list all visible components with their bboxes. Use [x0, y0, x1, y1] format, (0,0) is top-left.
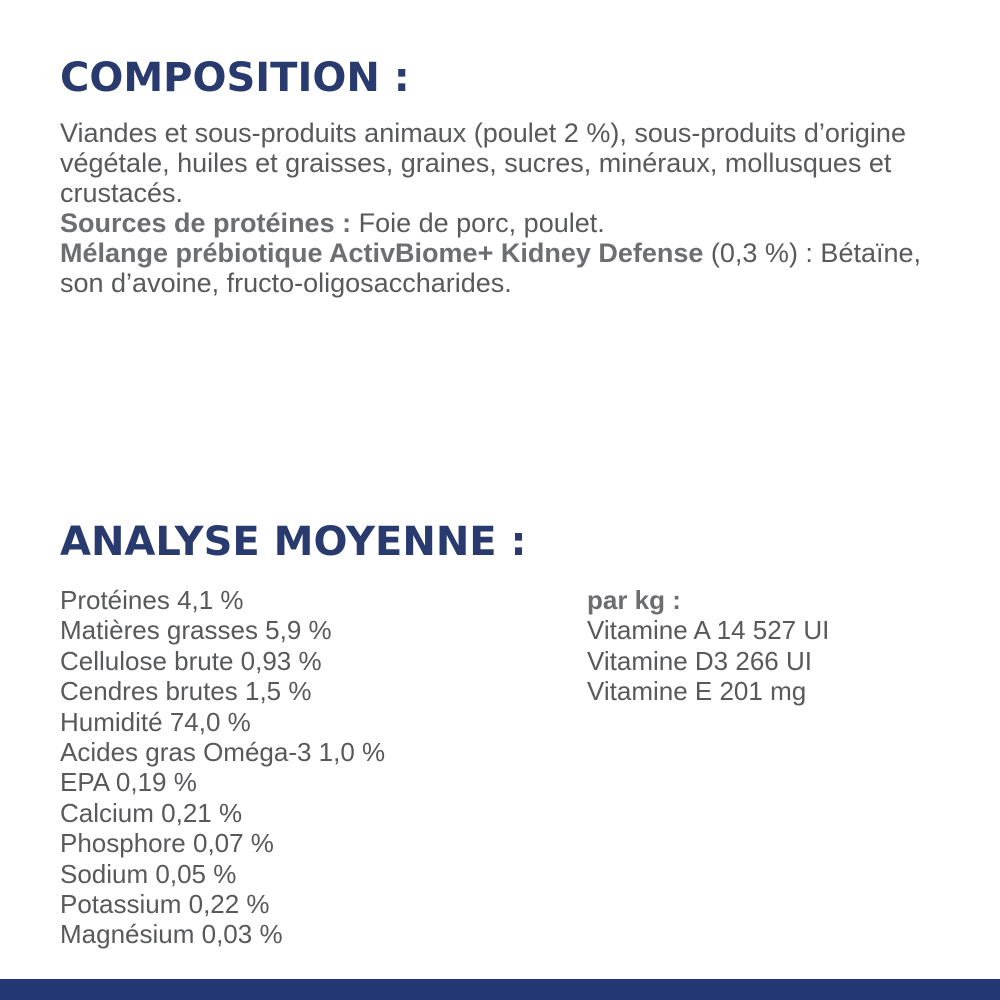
nutrient-item: Sodium 0,05 % [60, 858, 237, 889]
nutrient-item: EPA 0,19 % [60, 767, 197, 798]
nutrient-item: Calcium 0,21 % [60, 797, 243, 828]
vitamin-block [587, 585, 829, 707]
vitamin-list [587, 615, 829, 706]
nutrient-item: Matières grasses 5,9 % [60, 615, 332, 646]
ingredients-text: Viandes et sous-produits animaux (poulet 2 %), sous-produits d’origine végétale, huiles et graisses, graines, sucres, minéraux, mollusques et crustacés. [60, 118, 906, 208]
nutrient-item: Cellulose brute 0,93 % [60, 645, 322, 676]
prebiotic-label: Mélange prébiotique ActivBiome+ Kidney Defense [60, 238, 704, 268]
footer-bar [0, 979, 1000, 1000]
nutrient-item: Phosphore 0,07 % [60, 828, 274, 859]
prebiotic-value: (0,3 %) : Bétaïne, son d’avoine, fructo-oligosaccharides. [60, 238, 922, 298]
protein-sources-label: Sources de protéines : [60, 208, 352, 238]
protein-sources-line [60, 208, 960, 238]
protein-sources-value: Foie de porc, poulet. [351, 208, 605, 238]
composition-text [60, 118, 960, 298]
vitamin-item: Vitamine E 201 mg [587, 676, 807, 707]
vitamin-item: Vitamine D3 266 UI [587, 645, 812, 676]
nutrient-item: Humidité 74,0 % [60, 706, 251, 737]
nutrient-item: Potassium 0,22 % [60, 889, 270, 920]
nutrient-list [60, 585, 385, 950]
analysis-heading: ANALYSE MOYENNE : [60, 519, 527, 565]
vitamin-item: Vitamine A 14 527 UI [587, 615, 830, 646]
nutrient-item: Cendres brutes 1,5 % [60, 676, 312, 707]
nutrient-item: Acides gras Oméga-3 1,0 % [60, 737, 386, 768]
nutrient-item: Magnésium 0,03 % [60, 919, 283, 950]
nutrient-item: Protéines 4,1 % [60, 585, 244, 615]
composition-heading: COMPOSITION : [60, 55, 410, 101]
prebiotic-line [60, 238, 960, 298]
per-kg-label: par kg : [587, 585, 681, 615]
